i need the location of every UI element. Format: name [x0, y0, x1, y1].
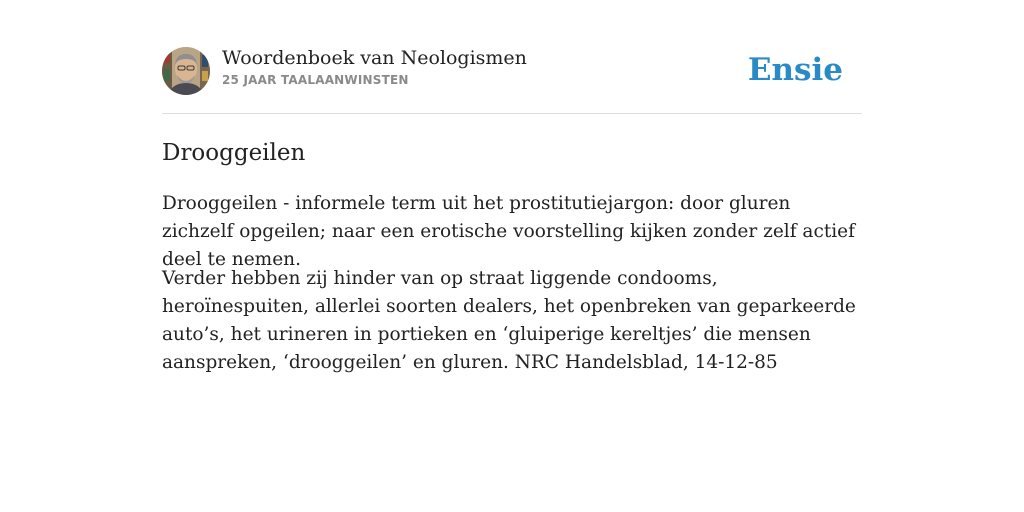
- brand-logo[interactable]: Ensie: [747, 52, 843, 88]
- header: [162, 46, 862, 96]
- entry-citation: Verder hebben zij hinder van op straat liggende condooms, heroïnespuiten, allerlei soorten dealers, het openbreken van geparkeerde auto’s, het urineren in portieken en ‘gluiperige kereltjes’ die mensen aanspreken, ‘drooggeilen’ en gluren. NRC Handelsblad, 14-12-85: [162, 268, 856, 373]
- author-name[interactable]: Woordenboek van Neologismen: [222, 47, 527, 69]
- entry-title: Drooggeilen: [162, 140, 306, 166]
- author-avatar[interactable]: [162, 47, 210, 95]
- header-divider: [162, 113, 862, 114]
- entry-card: [162, 46, 862, 373]
- avatar-image: [162, 47, 210, 95]
- author-subtitle: 25 JAAR TAALAANWINSTEN: [222, 73, 409, 87]
- entry-definition: Drooggeilen - informele term uit het prostitutiejargon: door gluren zichzelf opgeilen; naar een erotische voorstelling kijken zonder zelf actief deel te nemen.: [162, 193, 855, 270]
- author-info: [222, 46, 527, 87]
